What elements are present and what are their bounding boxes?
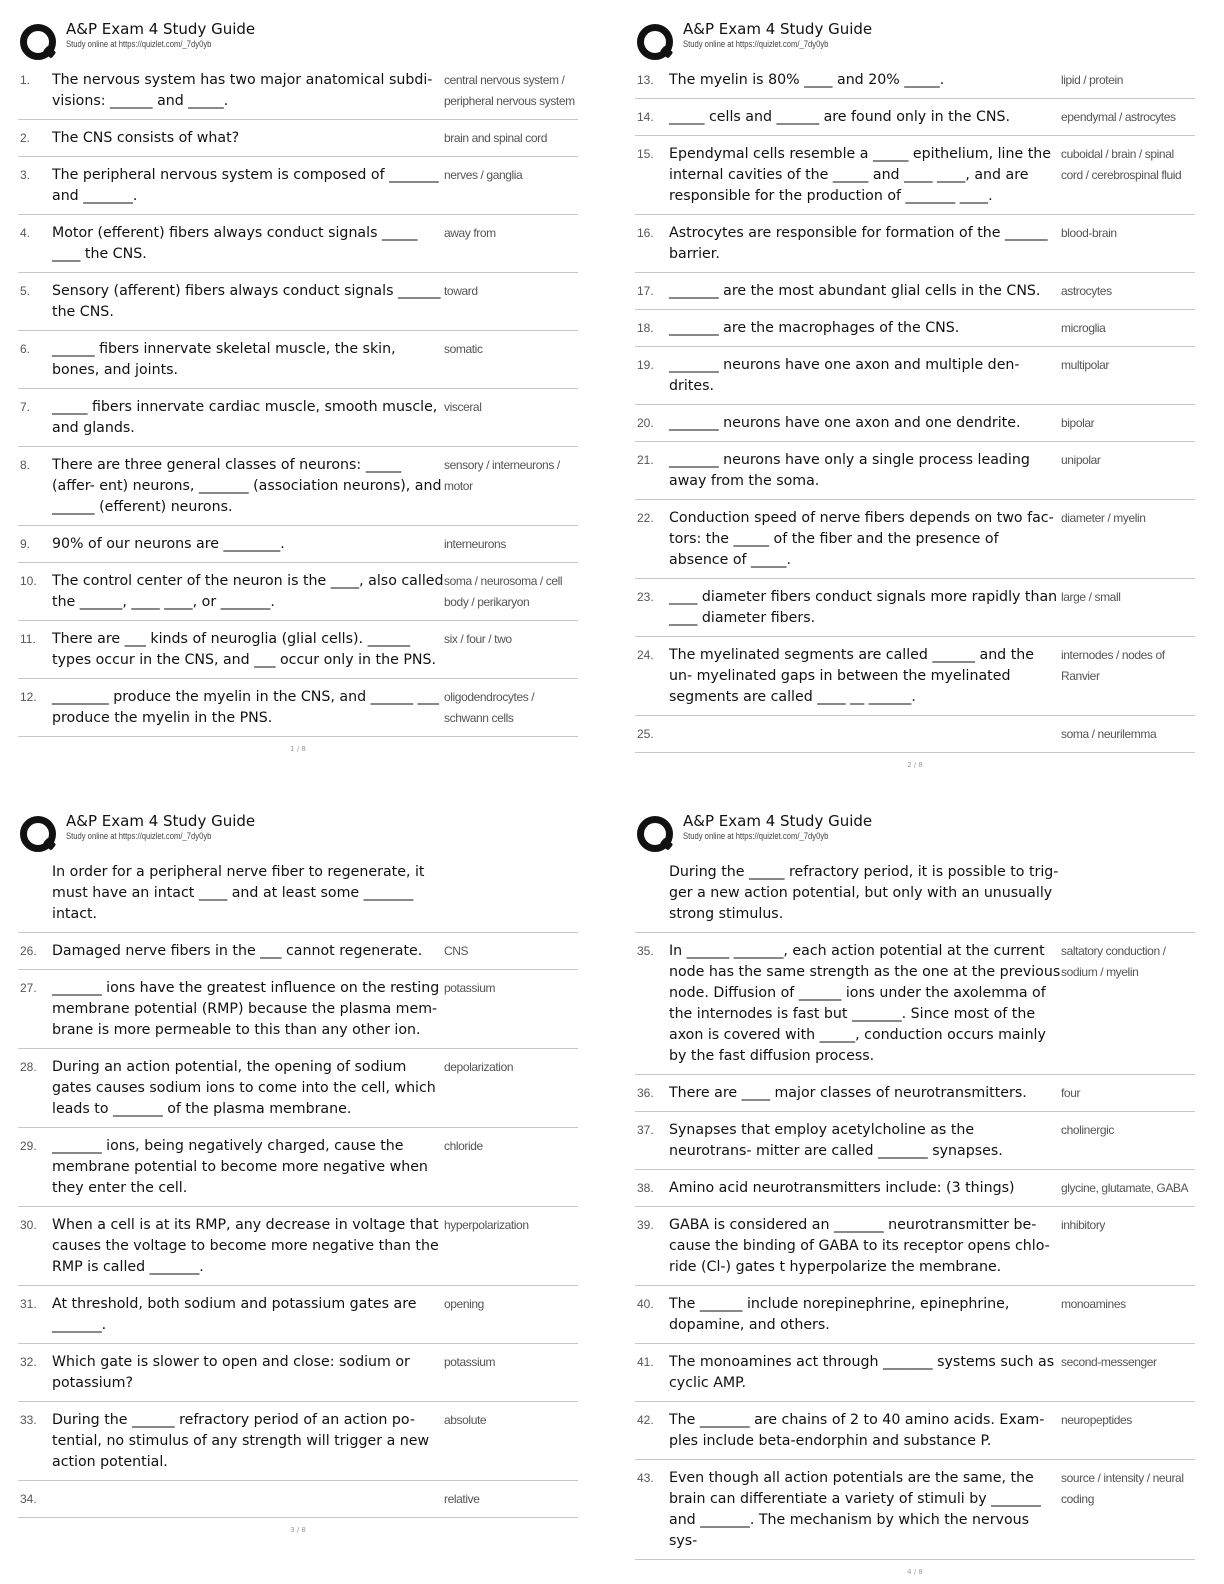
answer-text <box>1061 862 1197 925</box>
question-row <box>18 447 578 526</box>
question-text <box>669 724 1061 745</box>
question-number: 17. <box>637 284 654 298</box>
answer-text: central nervous system / peripheral nervous system <box>444 73 575 108</box>
answer-text: brain and spinal cord <box>444 131 548 145</box>
answer-text: monoamines <box>1061 1297 1126 1311</box>
question-number: 28. <box>20 1060 37 1074</box>
question-number: 13. <box>637 73 654 87</box>
page-3 <box>18 812 578 1534</box>
study-online-link[interactable]: Study online at https://quizlet.com/_7dy0yb <box>683 831 829 841</box>
page-number: 3 / 8 <box>290 1526 306 1534</box>
question-row <box>635 1344 1195 1402</box>
header-text <box>66 812 255 842</box>
answer-text: somatic <box>444 342 483 356</box>
question-text: The _______ are chains of 2 to 40 amino acids. Exam- ples include beta-endorphin and substance P. <box>669 1412 1045 1449</box>
question-number: 11. <box>20 632 36 646</box>
question-row <box>18 1049 578 1128</box>
question-number: 4. <box>20 226 31 240</box>
study-online-link[interactable]: Study online at https://quizlet.com/_7dy0yb <box>66 831 212 841</box>
study-online-link[interactable]: Study online at https://quizlet.com/_7dy0yb <box>66 39 212 49</box>
answer-text: hyperpolarization <box>444 1218 529 1232</box>
answer-text: visceral <box>444 400 482 414</box>
question-text: The nervous system has two major anatomical subdi- visions: ______ and _____. <box>52 72 433 109</box>
question-row <box>18 1402 578 1481</box>
question-text: The monoamines act through _______ systems such as cyclic AMP. <box>669 1354 1055 1391</box>
question-row <box>635 716 1195 753</box>
question-number: 22. <box>637 511 654 525</box>
answer-text: astrocytes <box>1061 284 1112 298</box>
question-text <box>52 1489 444 1510</box>
question-text: _______ are the most abundant glial cells in the CNS. <box>669 283 1041 299</box>
answer-text: saltatory conduction / sodium / myelin <box>1061 944 1166 979</box>
answer-text: microglia <box>1061 321 1106 335</box>
answer-text: second-messenger <box>1061 1355 1157 1369</box>
question-text: The ______ include norepinephrine, epinephrine, dopamine, and others. <box>669 1296 1010 1333</box>
question-number: 8. <box>20 458 31 472</box>
answer-text: cuboidal / brain / spinal cord / cerebrospinal fluid <box>1061 147 1182 182</box>
question-number: 25. <box>637 727 654 741</box>
page-number: 4 / 8 <box>907 1568 923 1576</box>
question-number: 27. <box>20 981 37 995</box>
question-text: The myelinated segments are called ______ and the un- myelinated gaps in between the myelinated segments are called ____ __ ______. <box>669 647 1034 705</box>
question-number: 39. <box>637 1218 654 1232</box>
question-text: _______ ions have the greatest influence on the resting membrane potential (RMP) because the plasma mem- brane is more permeable to this than any other ion. <box>52 980 440 1038</box>
question-number: 43. <box>637 1471 654 1485</box>
question-number: 41. <box>637 1355 654 1369</box>
question-text: Damaged nerve fibers in the ___ cannot regenerate. <box>52 943 423 959</box>
question-row <box>635 579 1195 637</box>
question-text: The CNS consists of what? <box>52 130 240 146</box>
question-number: 26. <box>20 944 37 958</box>
page-header <box>635 20 1195 62</box>
question-row <box>635 310 1195 347</box>
answer-text: potassium <box>444 981 496 995</box>
question-number: 9. <box>20 537 31 551</box>
page-number: 2 / 8 <box>907 761 923 769</box>
question-text: _____ fibers innervate cardiac muscle, smooth muscle, and glands. <box>52 399 438 436</box>
question-row <box>635 500 1195 579</box>
question-text: Which gate is slower to open and close: sodium or potassium? <box>52 1354 410 1391</box>
question-row <box>18 120 578 157</box>
answer-text: diameter / myelin <box>1061 511 1146 525</box>
answer-text: internodes / nodes of Ranvier <box>1061 648 1165 683</box>
question-text: During the _____ refractory period, it is possible to trig- ger a new action potential, but only with an unusually strong stimulus. <box>669 864 1059 922</box>
question-row <box>635 1207 1195 1286</box>
page-header <box>635 812 1195 854</box>
question-row <box>18 1481 578 1518</box>
question-row <box>635 854 1195 933</box>
question-text: During an action potential, the opening of sodium gates causes sodium ions to come into the cell, which leads to _______ of the plasma membrane. <box>52 1059 436 1117</box>
answer-text: ependymal / astrocytes <box>1061 110 1176 124</box>
question-row <box>18 62 578 120</box>
answer-text <box>444 862 580 925</box>
answer-text: potassium <box>444 1355 496 1369</box>
quizlet-logo-icon <box>18 812 58 852</box>
question-text: ______ fibers innervate skeletal muscle, the skin, bones, and joints. <box>52 341 396 378</box>
study-online-link[interactable]: Study online at https://quizlet.com/_7dy0yb <box>683 39 829 49</box>
question-text: When a cell is at its RMP, any decrease in voltage that causes the voltage to become more negative than the RMP is called _______. <box>52 1217 439 1275</box>
question-text: Conduction speed of nerve fibers depends on two fac- tors: the _____ of the fiber and the presence of absence of _____. <box>669 510 1054 568</box>
question-number: 5. <box>20 284 31 298</box>
question-row <box>635 405 1195 442</box>
question-text: Ependymal cells resemble a _____ epithelium, line the internal cavities of the _____ and ____ ____, and are responsible for the production of _______ ____. <box>669 146 1052 204</box>
question-row <box>18 1286 578 1344</box>
page-1 <box>18 20 578 753</box>
question-text: _______ ions, being negatively charged, cause the membrane potential to become more negative when they enter the cell. <box>52 1138 428 1196</box>
question-text: During the ______ refractory period of an action po- tential, no stimulus of any strength will trigger a new action potential. <box>52 1412 430 1470</box>
question-number: 2. <box>20 131 31 145</box>
answer-text: opening <box>444 1297 484 1311</box>
question-number: 15. <box>637 147 654 161</box>
question-number: 38. <box>637 1181 654 1195</box>
question-row <box>635 99 1195 136</box>
question-number: 42. <box>637 1413 654 1427</box>
question-text: Sensory (afferent) fibers always conduct signals ______ the CNS. <box>52 283 441 320</box>
answer-text: six / four / two <box>444 632 512 646</box>
page-title: A&P Exam 4 Study Guide <box>66 812 256 830</box>
page-4 <box>635 812 1195 1576</box>
page-title: A&P Exam 4 Study Guide <box>66 20 256 38</box>
answer-text: nerves / ganglia <box>444 168 523 182</box>
question-number: 6. <box>20 342 31 356</box>
header-text <box>683 812 872 842</box>
question-number: 30. <box>20 1218 37 1232</box>
header-text <box>66 20 255 50</box>
question-row <box>635 1286 1195 1344</box>
answer-text: neuropeptides <box>1061 1413 1132 1427</box>
question-row <box>635 1112 1195 1170</box>
question-text: There are ___ kinds of neuroglia (glial cells). ______ types occur in the CNS, and ___ occur only in the PNS. <box>52 631 437 668</box>
answer-text: soma / neurilemma <box>1061 727 1157 741</box>
answer-text: soma / neurosoma / cell body / perikaryon <box>444 574 563 609</box>
question-number: 20. <box>637 416 654 430</box>
question-row <box>635 273 1195 310</box>
question-row <box>18 273 578 331</box>
question-row <box>18 563 578 621</box>
answer-text: oligodendrocytes / schwann cells <box>444 690 535 725</box>
question-text: _______ neurons have only a single process leading away from the soma. <box>669 452 1030 489</box>
question-number: 3. <box>20 168 31 182</box>
answer-text: CNS <box>444 944 469 958</box>
answer-text: multipolar <box>1061 358 1110 372</box>
question-text: 90% of our neurons are ________. <box>52 536 285 552</box>
answer-text: inhibitory <box>1061 1218 1106 1232</box>
question-number: 32. <box>20 1355 37 1369</box>
question-row <box>18 526 578 563</box>
question-row <box>635 136 1195 215</box>
question-row <box>18 1207 578 1286</box>
question-row <box>635 1170 1195 1207</box>
question-number: 29. <box>20 1139 37 1153</box>
question-number: 1. <box>20 73 31 87</box>
page-header <box>18 20 578 62</box>
question-number: 12. <box>20 690 37 704</box>
question-text: There are ____ major classes of neurotransmitters. <box>669 1085 1027 1101</box>
question-text: Synapses that employ acetylcholine as the neurotrans- mitter are called _______ synapses. <box>669 1122 1003 1159</box>
question-row <box>18 854 578 933</box>
question-text: At threshold, both sodium and potassium gates are _______. <box>52 1296 417 1333</box>
question-text: Amino acid neurotransmitters include: (3 things) <box>669 1180 1015 1196</box>
answer-text: glycine, glutamate, GABA <box>1061 1181 1189 1195</box>
question-number: 16. <box>637 226 654 240</box>
answer-text: lipid / protein <box>1061 73 1124 87</box>
answer-text: blood-brain <box>1061 226 1117 240</box>
question-text: Motor (efferent) fibers always conduct signals _____ ____ the CNS. <box>52 225 418 262</box>
question-row <box>18 970 578 1049</box>
question-row <box>635 1075 1195 1112</box>
question-text: The myelin is 80% ____ and 20% _____. <box>669 72 945 88</box>
page-number: 1 / 8 <box>290 745 306 753</box>
answer-text: four <box>1061 1086 1081 1100</box>
question-row <box>635 637 1195 716</box>
question-number: 40. <box>637 1297 654 1311</box>
answer-text: depolarization <box>444 1060 514 1074</box>
answer-text: chloride <box>444 1139 483 1153</box>
question-text: GABA is considered an _______ neurotransmitter be- cause the binding of GABA to its receptor opens chlo- ride (Cl-) gates t hyperpolarize the membrane. <box>669 1217 1050 1275</box>
question-row <box>18 157 578 215</box>
question-text: _______ neurons have one axon and one dendrite. <box>669 415 1021 431</box>
question-text: The control center of the neuron is the ____, also called the ______, ____ ____, or _______. <box>52 573 444 610</box>
question-number: 18. <box>637 321 654 335</box>
answer-text: cholinergic <box>1061 1123 1114 1137</box>
question-number: 35. <box>637 944 654 958</box>
quizlet-logo-icon <box>18 20 58 60</box>
question-number: 37. <box>637 1123 654 1137</box>
question-text: The peripheral nervous system is composed of _______ and _______. <box>52 167 439 204</box>
question-number: 7. <box>20 400 31 414</box>
question-number: 36. <box>637 1086 654 1100</box>
question-number: 10. <box>20 574 37 588</box>
answer-text: absolute <box>444 1413 487 1427</box>
question-row <box>635 62 1195 99</box>
question-row <box>18 1344 578 1402</box>
header-text <box>683 20 872 50</box>
question-text: In ______ _______, each action potential at the current node has the same strength as the one at the previous node. Diffusion of ______ ions under the axolemma of the internodes is fast but _______. Since most of the axon is covered with _____, conduction occurs mainly by the fast diffusion process. <box>669 943 1061 1064</box>
page-header <box>18 812 578 854</box>
quizlet-logo-icon <box>635 812 675 852</box>
question-row <box>635 215 1195 273</box>
question-text: _______ neurons have one axon and multiple den- drites. <box>669 357 1020 394</box>
question-row <box>18 389 578 447</box>
answer-text: interneurons <box>444 537 506 551</box>
question-row <box>18 1128 578 1207</box>
answer-text: source / intensity / neural coding <box>1061 1471 1184 1506</box>
question-row <box>18 215 578 273</box>
question-text: Astrocytes are responsible for formation of the ______ barrier. <box>669 225 1048 262</box>
question-row <box>18 621 578 679</box>
answer-text: unipolar <box>1061 453 1101 467</box>
question-text: In order for a peripheral nerve fiber to regenerate, it must have an intact ____ and at least some _______ intact. <box>52 864 425 922</box>
question-number: 24. <box>637 648 654 662</box>
question-row <box>635 442 1195 500</box>
answer-text: sensory / interneurons / motor <box>444 458 560 493</box>
question-row <box>18 331 578 389</box>
question-number: 14. <box>637 110 654 124</box>
question-number: 34. <box>20 1492 37 1506</box>
question-text: ________ produce the myelin in the CNS, and ______ ___ produce the myelin in the PNS. <box>52 689 439 726</box>
question-row <box>635 933 1195 1075</box>
question-number: 23. <box>637 590 654 604</box>
answer-text: away from <box>444 226 496 240</box>
question-text: Even though all action potentials are the same, the brain can differentiate a variety of stimuli by _______ and _______. The mechanism by which the nervous sys- <box>669 1470 1041 1549</box>
page-title: A&P Exam 4 Study Guide <box>683 812 873 830</box>
answer-text: bipolar <box>1061 416 1095 430</box>
question-row <box>18 679 578 737</box>
page-title: A&P Exam 4 Study Guide <box>683 20 873 38</box>
question-row <box>635 1402 1195 1460</box>
question-row <box>635 1460 1195 1560</box>
question-number: 31. <box>20 1297 37 1311</box>
question-text: _______ are the macrophages of the CNS. <box>669 320 960 336</box>
answer-text: relative <box>444 1492 480 1506</box>
question-row <box>635 347 1195 405</box>
answer-text: large / small <box>1061 590 1121 604</box>
question-number: 33. <box>20 1413 37 1427</box>
quizlet-logo-icon <box>635 20 675 60</box>
question-number: 21. <box>637 453 654 467</box>
page-2 <box>635 20 1195 769</box>
answer-text: toward <box>444 284 478 298</box>
question-number: 19. <box>637 358 654 372</box>
question-text: _____ cells and ______ are found only in the CNS. <box>669 109 1010 125</box>
question-row <box>18 933 578 970</box>
question-text: ____ diameter fibers conduct signals more rapidly than ____ diameter fibers. <box>669 589 1058 626</box>
question-text: There are three general classes of neurons: _____ (affer- ent) neurons, _______ (association neurons), and ______ (efferent) neurons. <box>52 457 442 515</box>
